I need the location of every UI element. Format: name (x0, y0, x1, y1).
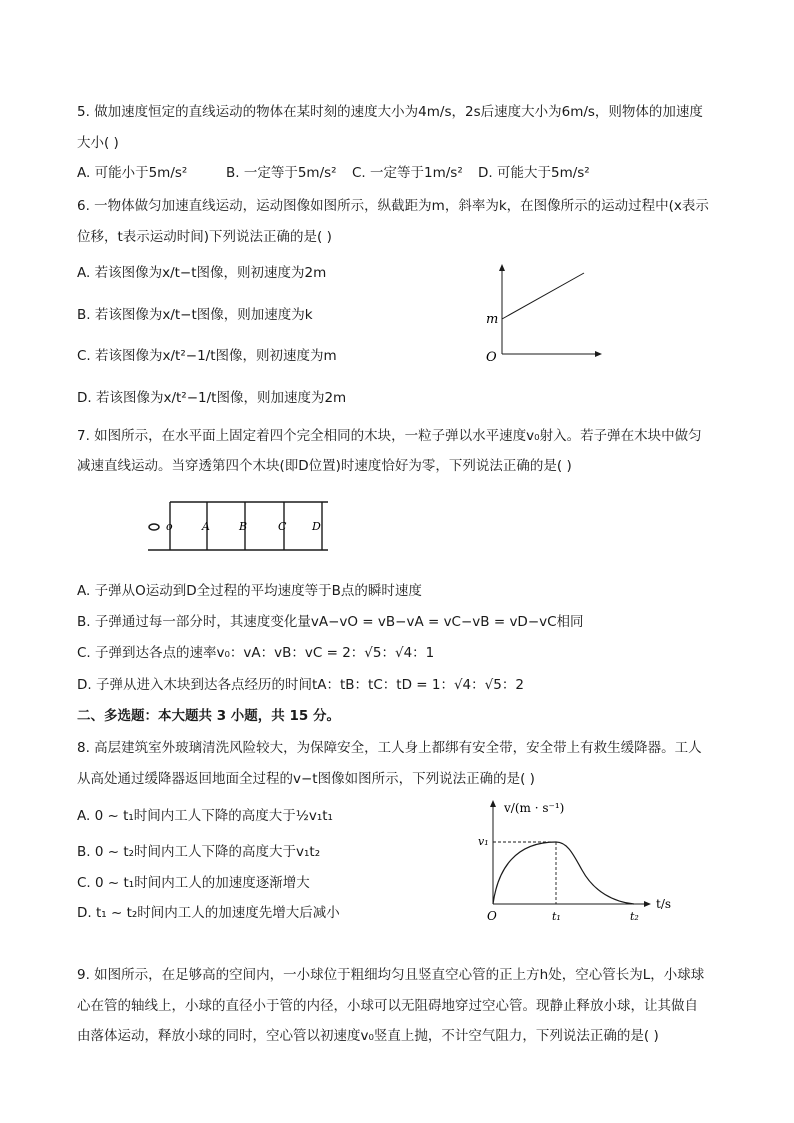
q5-option-a: A. 可能小于5m/s² (77, 165, 188, 181)
q8-option-d: D. t₁ ~ t₂时间内工人的加速度先增大后减小 (77, 905, 340, 921)
q7-bullet (149, 524, 159, 530)
q8-y-arrow (490, 800, 496, 807)
q7-stem-line1: 7. 如图所示，在水平面上固定着四个完全相同的木块，一粒子弹以水平速度v₀射入。若子弹在木块中做匀 (77, 428, 702, 444)
q8-vt-graph (476, 796, 686, 926)
q9-stem-line2: 心在管的轴线上，小球的直径小于管的内径，小球可以无阻碍地穿过空心管。现静止释放小球，让其做自 (77, 998, 698, 1014)
q6-x-arrow (595, 351, 602, 357)
q5-option-b: B. 一定等于5m/s² (226, 165, 337, 181)
q6-y-arrow (499, 264, 505, 271)
q8-t2-label: t₂ (630, 910, 639, 923)
q6-graph (478, 262, 608, 368)
q7-option-d: D. 子弹从进入木块到达各点经历的时间tA：tB：tC：tD = 1：√4：√5：2 (77, 677, 524, 693)
q6-graph-line (502, 273, 584, 319)
section-2-heading: 二、多选题：本大题共 3 小题，共 15 分。 (77, 708, 340, 724)
q5-option-c: C. 一定等于1m/s² (352, 165, 463, 181)
q7-stem-line2: 减速直线运动。当穿透第四个木块(即D位置)时速度恰好为零，下列说法正确的是( ) (77, 458, 572, 474)
q8-stem-line2: 从高处通过缓降器返回地面全过程的v−t图像如图所示，下列说法正确的是( ) (77, 771, 535, 787)
q7-option-a: A. 子弹从O运动到D全过程的平均速度等于B点的瞬时速度 (77, 583, 422, 599)
q8-vt-curve (493, 842, 634, 904)
q8-y-axis-label: v/(m · s⁻¹) (504, 801, 565, 815)
q8-option-c: C. 0 ~ t₁时间内工人的加速度逐渐增大 (77, 875, 310, 891)
q6-stem-line2: 位移，t表示运动时间)下列说法正确的是( ) (77, 229, 332, 245)
q7-option-c: C. 子弹到达各点的速率v₀：vA：vB：vC = 2：√5：√4：1 (77, 645, 435, 661)
q6-option-d: D. 若该图像为x/t²−1/t图像，则加速度为2m (77, 390, 347, 406)
q9-stem-line3: 由落体运动，释放小球的同时，空心管以初速度v₀竖直上抛，不计空气阻力，下列说法正确的是( ) (77, 1028, 659, 1044)
q7-option-b: B. 子弹通过每一部分时，其速度变化量vA−vO = vB−vA = vC−vB = vD−vC相同 (77, 614, 584, 630)
q7-label-a: A (202, 520, 210, 533)
q6-option-b: B. 若该图像为x/t−t图像，则加速度为k (77, 307, 313, 323)
q8-t1-label: t₁ (552, 910, 561, 923)
q9-stem-line1: 9. 如图所示，在足够高的空间内，一小球位于粗细均匀且竖直空心管的正上方h处，空心管长为L，小球球 (77, 967, 705, 983)
q8-option-b: B. 0 ~ t₂时间内工人下降的高度大于v₁t₂ (77, 844, 321, 860)
q8-x-arrow (644, 901, 651, 907)
q7-label-o: o (166, 520, 173, 533)
q8-origin-label: O (487, 909, 497, 923)
q6-intercept-label: m (486, 312, 499, 327)
q8-stem-line1: 8. 高层建筑室外玻璃清洗风险较大，为保障安全，工人身上都绑有安全带，安全带上有救生缓降器。工人 (77, 740, 702, 756)
q5-option-d: D. 可能大于5m/s² (478, 165, 590, 181)
q6-option-a: A. 若该图像为x/t−t图像，则初速度为2m (77, 265, 327, 281)
q7-wood-blocks-figure (140, 494, 340, 558)
q5-stem-line1: 5. 做加速度恒定的直线运动的物体在某时刻的速度大小为4m/s，2s后速度大小为6m/s，则物体的加速度 (77, 104, 703, 120)
q7-label-d: D (312, 520, 321, 533)
q5-stem-line2: 大小( ) (77, 135, 119, 151)
q8-option-a: A. 0 ~ t₁时间内工人下降的高度大于½v₁t₁ (77, 808, 333, 824)
q6-stem-line1: 6. 一物体做匀加速直线运动，运动图像如图所示，纵截距为m，斜率为k，在图像所示的运动过程中(x表示 (77, 198, 709, 214)
q6-origin-label: O (486, 350, 497, 365)
q6-option-c: C. 若该图像为x/t²−1/t图像，则初速度为m (77, 348, 337, 364)
q7-label-c: C (278, 520, 287, 533)
q8-x-axis-label: t/s (656, 897, 672, 911)
q8-v1-label: v₁ (478, 835, 489, 848)
q7-label-b: B (239, 520, 248, 533)
